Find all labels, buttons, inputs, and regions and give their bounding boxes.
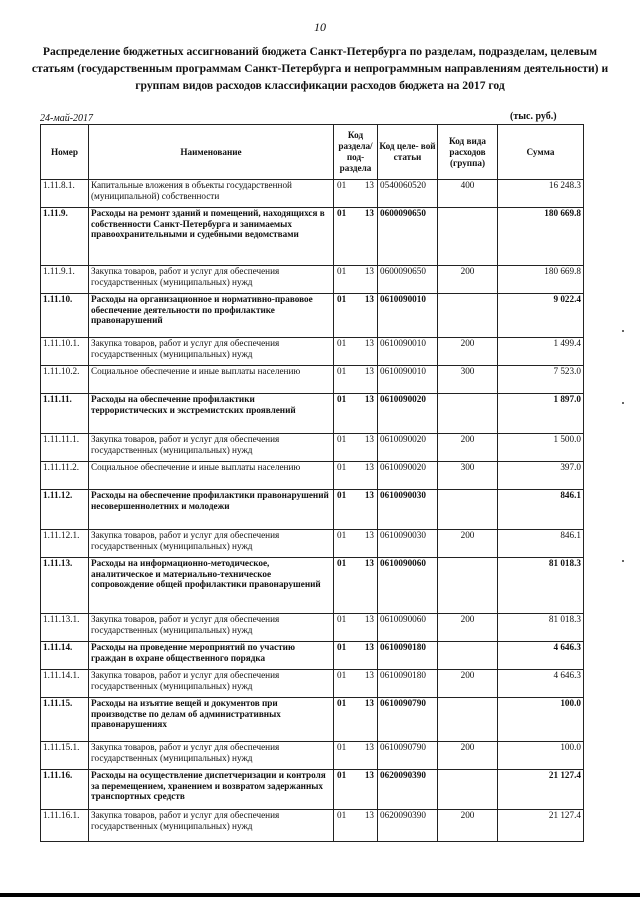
table-row bbox=[41, 394, 584, 434]
subsection-code: 13 bbox=[364, 642, 374, 652]
row-number: 1.11.11.2. bbox=[41, 462, 89, 490]
row-expense-group bbox=[438, 294, 498, 338]
section-code-pair bbox=[334, 462, 377, 473]
row-name: Расходы на обеспечение профилактики террористических и экстремистских проявлений bbox=[89, 394, 334, 434]
row-name: Расходы на осуществление диспетчеризации и контроля за перемещением, хранением и возвратом задержанных транспортных средств bbox=[89, 770, 334, 810]
row-expense-group bbox=[438, 208, 498, 266]
table-row bbox=[41, 770, 584, 810]
row-name: Расходы на обеспечение профилактики правонарушений несовершеннолетних и молодежи bbox=[89, 490, 334, 530]
row-section-code bbox=[334, 614, 378, 642]
header-name: Наименование bbox=[89, 125, 334, 180]
table-row bbox=[41, 462, 584, 490]
row-sum: 100.0 bbox=[498, 742, 584, 770]
row-sum: 7 523.0 bbox=[498, 366, 584, 394]
header-section-code: Код раздела/ под- раздела bbox=[334, 125, 378, 180]
section-code: 01 bbox=[337, 558, 347, 568]
row-article-code: 0600090650 bbox=[378, 208, 438, 266]
row-name: Закупка товаров, работ и услуг для обеспечения государственных (муниципальных) нужд bbox=[89, 338, 334, 366]
section-code-pair bbox=[334, 530, 377, 541]
row-article-code: 0610090790 bbox=[378, 698, 438, 742]
section-code-pair bbox=[334, 434, 377, 445]
table-row bbox=[41, 294, 584, 338]
row-name: Капитальные вложения в объекты государственной (муниципальной) собственности bbox=[89, 180, 334, 208]
row-expense-group bbox=[438, 698, 498, 742]
header-sum: Сумма bbox=[498, 125, 584, 180]
row-number: 1.11.12. bbox=[41, 490, 89, 530]
row-expense-group: 200 bbox=[438, 338, 498, 366]
subsection-code: 13 bbox=[364, 670, 374, 680]
table-row bbox=[41, 366, 584, 394]
row-sum: 1 499.4 bbox=[498, 338, 584, 366]
table-row bbox=[41, 642, 584, 670]
section-code: 01 bbox=[337, 530, 347, 540]
section-code: 01 bbox=[337, 642, 347, 652]
row-article-code: 0610090030 bbox=[378, 530, 438, 558]
row-article-code: 0620090390 bbox=[378, 810, 438, 842]
subsection-code: 13 bbox=[364, 434, 374, 444]
subsection-code: 13 bbox=[364, 614, 374, 624]
subsection-code: 13 bbox=[364, 530, 374, 540]
section-code: 01 bbox=[337, 614, 347, 624]
row-name: Закупка товаров, работ и услуг для обеспечения государственных (муниципальных) нужд bbox=[89, 614, 334, 642]
row-number: 1.11.15.1. bbox=[41, 742, 89, 770]
table-row bbox=[41, 434, 584, 462]
row-section-code bbox=[334, 294, 378, 338]
section-code-pair bbox=[334, 366, 377, 377]
row-number: 1.11.9. bbox=[41, 208, 89, 266]
row-expense-group bbox=[438, 394, 498, 434]
row-section-code bbox=[334, 266, 378, 294]
row-section-code bbox=[334, 208, 378, 266]
table-body bbox=[41, 180, 584, 842]
scan-speck bbox=[622, 560, 624, 562]
row-section-code bbox=[334, 742, 378, 770]
subsection-code: 13 bbox=[364, 208, 374, 218]
row-number: 1.11.16.1. bbox=[41, 810, 89, 842]
row-number: 1.11.15. bbox=[41, 698, 89, 742]
subsection-code: 13 bbox=[364, 394, 374, 404]
table-row bbox=[41, 698, 584, 742]
row-sum: 1 897.0 bbox=[498, 394, 584, 434]
subsection-code: 13 bbox=[364, 698, 374, 708]
row-sum: 846.1 bbox=[498, 490, 584, 530]
row-article-code: 0610090010 bbox=[378, 338, 438, 366]
row-article-code: 0620090390 bbox=[378, 770, 438, 810]
row-sum: 180 669.8 bbox=[498, 266, 584, 294]
section-code-pair bbox=[334, 208, 377, 219]
scan-speck bbox=[622, 330, 624, 332]
row-sum: 81 018.3 bbox=[498, 558, 584, 614]
section-code-pair bbox=[334, 294, 377, 305]
row-article-code: 0610090030 bbox=[378, 490, 438, 530]
row-article-code: 0610090020 bbox=[378, 434, 438, 462]
section-code-pair bbox=[334, 558, 377, 569]
section-code-pair bbox=[334, 670, 377, 681]
table-row bbox=[41, 266, 584, 294]
row-section-code bbox=[334, 558, 378, 614]
section-code: 01 bbox=[337, 698, 347, 708]
row-section-code bbox=[334, 698, 378, 742]
section-code-pair bbox=[334, 810, 377, 821]
row-article-code: 0610090010 bbox=[378, 366, 438, 394]
subsection-code: 13 bbox=[364, 558, 374, 568]
row-number: 1.11.10.1. bbox=[41, 338, 89, 366]
section-code-pair bbox=[334, 266, 377, 277]
row-section-code bbox=[334, 490, 378, 530]
row-number: 1.11.8.1. bbox=[41, 180, 89, 208]
section-code-pair bbox=[334, 338, 377, 349]
table-header-row bbox=[41, 125, 584, 180]
row-expense-group bbox=[438, 490, 498, 530]
row-article-code: 0540060520 bbox=[378, 180, 438, 208]
row-section-code bbox=[334, 180, 378, 208]
row-number: 1.11.12.1. bbox=[41, 530, 89, 558]
row-number: 1.11.11. bbox=[41, 394, 89, 434]
section-code-pair bbox=[334, 642, 377, 653]
table-row bbox=[41, 208, 584, 266]
section-code: 01 bbox=[337, 434, 347, 444]
row-expense-group: 200 bbox=[438, 434, 498, 462]
document-title: Распределение бюджетных ассигнований бюджета Санкт-Петербурга по разделам, подразделам, целевым статьям (государственным программам Санкт-Петербурга и непрограммным направлениям деятельности) и группам видов расходов классификации расходов бюджета на 2017 год bbox=[31, 45, 609, 92]
row-expense-group bbox=[438, 770, 498, 810]
table-row bbox=[41, 180, 584, 208]
row-expense-group: 200 bbox=[438, 614, 498, 642]
subsection-code: 13 bbox=[364, 180, 374, 190]
row-expense-group: 200 bbox=[438, 670, 498, 698]
row-number: 1.11.14. bbox=[41, 642, 89, 670]
budget-table bbox=[40, 124, 584, 842]
row-name: Расходы на ремонт зданий и помещений, находящихся в собственности Санкт-Петербурга и занимаемых правоохранительными и судебными ведомствами bbox=[89, 208, 334, 266]
row-sum: 397.0 bbox=[498, 462, 584, 490]
row-sum: 81 018.3 bbox=[498, 614, 584, 642]
row-name: Закупка товаров, работ и услуг для обеспечения государственных (муниципальных) нужд bbox=[89, 810, 334, 842]
row-sum: 9 022.4 bbox=[498, 294, 584, 338]
section-code: 01 bbox=[337, 742, 347, 752]
row-section-code bbox=[334, 394, 378, 434]
row-name: Закупка товаров, работ и услуг для обеспечения государственных (муниципальных) нужд bbox=[89, 266, 334, 294]
row-number: 1.11.9.1. bbox=[41, 266, 89, 294]
row-expense-group: 200 bbox=[438, 530, 498, 558]
row-name: Закупка товаров, работ и услуг для обеспечения государственных (муниципальных) нужд bbox=[89, 530, 334, 558]
row-section-code bbox=[334, 670, 378, 698]
row-name: Социальное обеспечение и иные выплаты населению bbox=[89, 366, 334, 394]
row-number: 1.11.10.2. bbox=[41, 366, 89, 394]
header-expense-group: Код вида расходов (группа) bbox=[438, 125, 498, 180]
row-article-code: 0610090180 bbox=[378, 642, 438, 670]
row-expense-group bbox=[438, 558, 498, 614]
section-code-pair bbox=[334, 490, 377, 501]
section-code: 01 bbox=[337, 770, 347, 780]
row-expense-group: 200 bbox=[438, 810, 498, 842]
row-sum: 4 646.3 bbox=[498, 670, 584, 698]
row-article-code: 0610090790 bbox=[378, 742, 438, 770]
table-row bbox=[41, 558, 584, 614]
row-number: 1.11.13.1. bbox=[41, 614, 89, 642]
row-name: Закупка товаров, работ и услуг для обеспечения государственных (муниципальных) нужд bbox=[89, 434, 334, 462]
table-row bbox=[41, 670, 584, 698]
row-section-code bbox=[334, 338, 378, 366]
table-row bbox=[41, 614, 584, 642]
row-article-code: 0610090020 bbox=[378, 394, 438, 434]
row-name: Закупка товаров, работ и услуг для обеспечения государственных (муниципальных) нужд bbox=[89, 742, 334, 770]
row-name: Закупка товаров, работ и услуг для обеспечения государственных (муниципальных) нужд bbox=[89, 670, 334, 698]
row-section-code bbox=[334, 770, 378, 810]
row-sum: 1 500.0 bbox=[498, 434, 584, 462]
section-code: 01 bbox=[337, 490, 347, 500]
row-article-code: 0610090010 bbox=[378, 294, 438, 338]
subsection-code: 13 bbox=[364, 366, 374, 376]
row-expense-group: 200 bbox=[438, 742, 498, 770]
row-number: 1.11.13. bbox=[41, 558, 89, 614]
section-code-pair bbox=[334, 180, 377, 191]
section-code: 01 bbox=[337, 294, 347, 304]
section-code-pair bbox=[334, 394, 377, 405]
section-code: 01 bbox=[337, 208, 347, 218]
row-expense-group bbox=[438, 642, 498, 670]
row-sum: 16 248.3 bbox=[498, 180, 584, 208]
subsection-code: 13 bbox=[364, 338, 374, 348]
section-code-pair bbox=[334, 614, 377, 625]
row-number: 1.11.16. bbox=[41, 770, 89, 810]
row-sum: 180 669.8 bbox=[498, 208, 584, 266]
row-article-code: 0610090060 bbox=[378, 614, 438, 642]
section-code: 01 bbox=[337, 180, 347, 190]
table-row bbox=[41, 810, 584, 842]
row-expense-group: 200 bbox=[438, 266, 498, 294]
section-code: 01 bbox=[337, 338, 347, 348]
row-sum: 21 127.4 bbox=[498, 770, 584, 810]
scan-bottom-edge bbox=[0, 893, 640, 897]
header-number: Номер bbox=[41, 125, 89, 180]
page-number: 10 bbox=[314, 20, 326, 34]
row-section-code bbox=[334, 366, 378, 394]
row-article-code: 0600090650 bbox=[378, 266, 438, 294]
section-code: 01 bbox=[337, 394, 347, 404]
table-row bbox=[41, 742, 584, 770]
row-article-code: 0610090060 bbox=[378, 558, 438, 614]
document-date: 24-май-2017 bbox=[40, 113, 94, 124]
section-code-pair bbox=[334, 742, 377, 753]
row-section-code bbox=[334, 462, 378, 490]
table-row bbox=[41, 530, 584, 558]
section-code: 01 bbox=[337, 266, 347, 276]
section-code: 01 bbox=[337, 366, 347, 376]
row-sum: 100.0 bbox=[498, 698, 584, 742]
section-code-pair bbox=[334, 770, 377, 781]
scan-speck bbox=[622, 402, 624, 404]
row-name: Расходы на организационное и нормативно-правовое обеспечение деятельности по профилактике правонарушений bbox=[89, 294, 334, 338]
subsection-code: 13 bbox=[364, 770, 374, 780]
row-expense-group: 300 bbox=[438, 366, 498, 394]
row-name: Расходы на изъятие вещей и документов при производстве по делам об административных правонарушениях bbox=[89, 698, 334, 742]
row-number: 1.11.11.1. bbox=[41, 434, 89, 462]
section-code: 01 bbox=[337, 670, 347, 680]
subsection-code: 13 bbox=[364, 810, 374, 820]
row-number: 1.11.14.1. bbox=[41, 670, 89, 698]
row-section-code bbox=[334, 530, 378, 558]
header-article-code: Код целе- вой статьи bbox=[378, 125, 438, 180]
row-sum: 846.1 bbox=[498, 530, 584, 558]
subsection-code: 13 bbox=[364, 462, 374, 472]
table-row bbox=[41, 338, 584, 366]
row-section-code bbox=[334, 810, 378, 842]
subsection-code: 13 bbox=[364, 266, 374, 276]
section-code-pair bbox=[334, 698, 377, 709]
row-name: Социальное обеспечение и иные выплаты населению bbox=[89, 462, 334, 490]
section-code: 01 bbox=[337, 462, 347, 472]
row-number: 1.11.10. bbox=[41, 294, 89, 338]
row-article-code: 0610090020 bbox=[378, 462, 438, 490]
subsection-code: 13 bbox=[364, 294, 374, 304]
row-section-code bbox=[334, 642, 378, 670]
units-label: (тыс. руб.) bbox=[510, 111, 557, 122]
row-section-code bbox=[334, 434, 378, 462]
row-article-code: 0610090180 bbox=[378, 670, 438, 698]
row-expense-group: 300 bbox=[438, 462, 498, 490]
row-expense-group: 400 bbox=[438, 180, 498, 208]
subsection-code: 13 bbox=[364, 490, 374, 500]
row-sum: 21 127.4 bbox=[498, 810, 584, 842]
row-name: Расходы на проведение мероприятий по участию граждан в охране общественного порядка bbox=[89, 642, 334, 670]
table-row bbox=[41, 490, 584, 530]
section-code: 01 bbox=[337, 810, 347, 820]
subsection-code: 13 bbox=[364, 742, 374, 752]
row-sum: 4 646.3 bbox=[498, 642, 584, 670]
row-name: Расходы на информационно-методическое, аналитическое и материально-техническое сопровождение общей профилактики правонарушений bbox=[89, 558, 334, 614]
